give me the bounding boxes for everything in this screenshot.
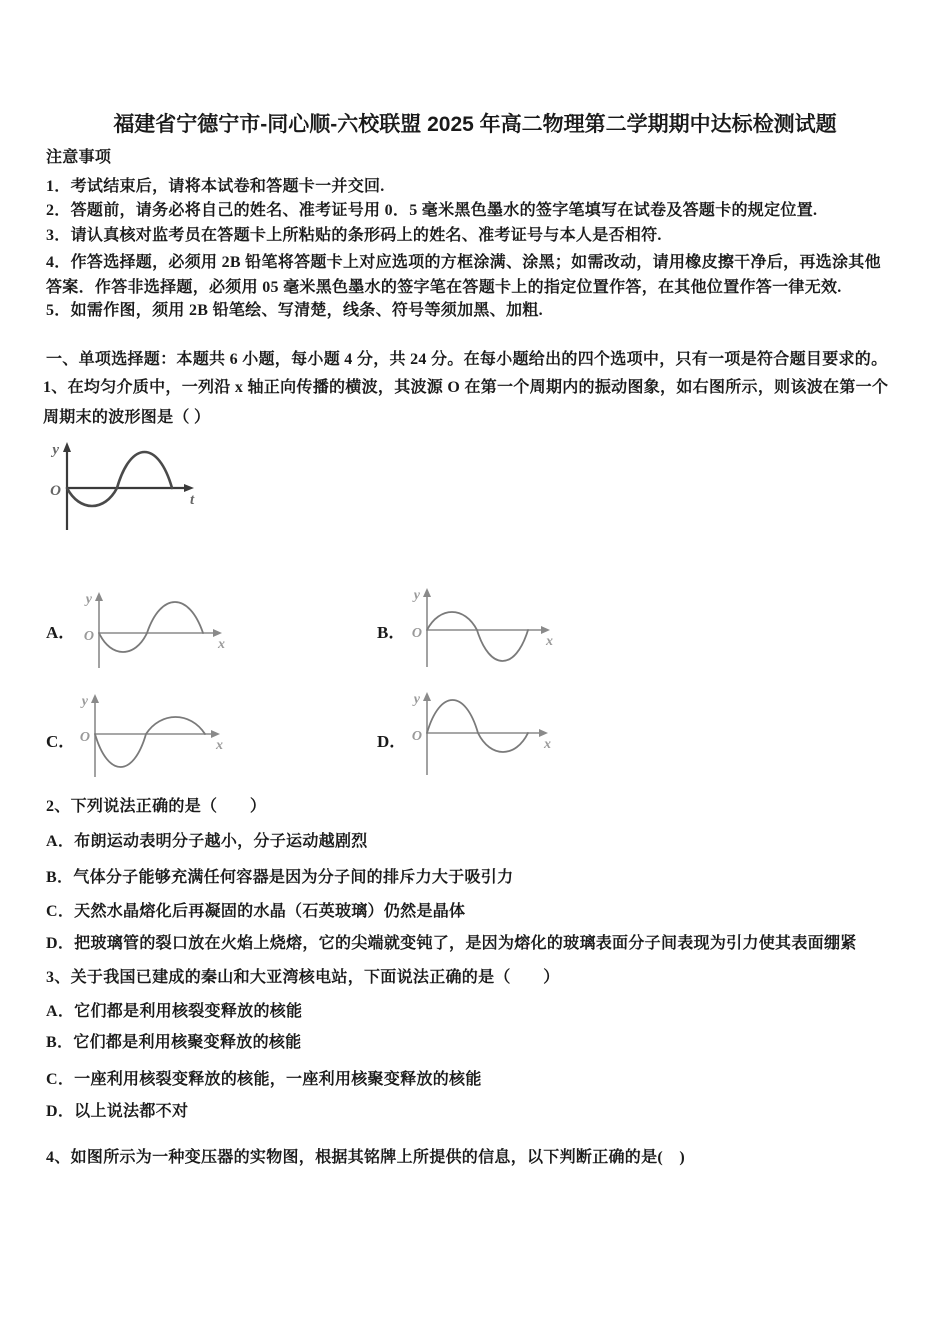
q1-option-d-figure (408, 688, 558, 780)
wave-curve (427, 612, 528, 661)
origin-label: O (50, 483, 61, 499)
x-axis-label: x (218, 637, 225, 652)
notice-item-2: 2．答题前，请务必将自己的姓名、准考证号用 0．5 毫米黑色墨水的签字笔填写在试卷及答题卡的规定位置. (46, 202, 818, 219)
q1-source-figure (40, 440, 200, 535)
wave-curve (99, 602, 203, 652)
notice-item-1: 1．考试结束后，请将本试卷和答题卡一并交回. (46, 178, 385, 195)
y-axis-label: y (52, 442, 59, 458)
q2-option-b: B．气体分子能够充满任何容器是因为分子间的排斥力大于吸引力 (46, 869, 514, 886)
x-axis-arrow-icon (541, 626, 550, 634)
x-axis-arrow-icon (213, 629, 222, 637)
wave-curve (67, 452, 172, 506)
q1-stem-line2: 周期末的波形图是（ ） (43, 409, 211, 426)
notice-item-3: 3．请认真核对监考员在答题卡上所粘贴的条形码上的姓名、准考证号与本人是否相符. (46, 227, 662, 244)
origin-label: O (411, 626, 422, 641)
x-axis-arrow-icon (211, 730, 220, 738)
y-axis-label: y (413, 588, 420, 603)
q1-option-a-figure (80, 588, 230, 673)
q2-option-c: C．天然水晶熔化后再凝固的水晶（石英玻璃）仍然是晶体 (46, 903, 466, 920)
q1-option-c-letter: C． (46, 732, 76, 751)
notice-heading: 注意事项 (46, 149, 112, 166)
q3-option-d: D．以上说法都不对 (46, 1103, 189, 1120)
q3-stem: 3、关于我国已建成的秦山和大亚湾核电站，下面说法正确的是（ ） (46, 969, 560, 986)
q2-stem: 2、下列说法正确的是（ ） (46, 798, 267, 815)
q4-stem: 4、如图所示为一种变压器的实物图，根据其铭牌上所提供的信息，以下判断正确的是( ) (46, 1149, 685, 1166)
q1-option-a-letter: A． (46, 623, 76, 642)
y-axis-label: y (81, 694, 88, 709)
notice-item-4-line1: 4．作答选择题，必须用 2B 铅笔将答题卡上对应选项的方框涂满、涂黑；如需改动，请用橡皮擦干净后，再选涂其他 (46, 254, 881, 271)
x-axis-label: x (546, 634, 553, 649)
q3-option-b: B．它们都是利用核聚变释放的核能 (46, 1034, 302, 1051)
q1-option-b-figure (408, 585, 558, 670)
y-axis-arrow-icon (423, 588, 431, 597)
y-axis-arrow-icon (91, 694, 99, 703)
section1-heading: 一、单项选择题：本题共 6 小题，每小题 4 分，共 24 分。在每小题给出的四个选项中，只有一项是符合题目要求的。 (46, 351, 888, 368)
wave-curve (427, 700, 528, 752)
x-axis-arrow-icon (539, 729, 548, 737)
origin-label: O (411, 729, 422, 744)
y-axis-arrow-icon (423, 692, 431, 701)
q2-option-d: D．把玻璃管的裂口放在火焰上烧熔，它的尖端就变钝了，是因为熔化的玻璃表面分子间表现为引力使其表面绷紧 (46, 935, 857, 952)
q2-option-a: A．布朗运动表明分子越小，分子运动越剧烈 (46, 833, 368, 850)
q3-option-a: A．它们都是利用核裂变释放的核能 (46, 1003, 303, 1020)
q1-option-b-letter: B． (377, 623, 406, 642)
y-axis-label: y (85, 592, 92, 607)
q1-stem-line1: 1、在均匀介质中，一列沿 x 轴正向传播的横波，其波源 O 在第一个周期内的振动图象，如右图所示，则该波在第一个 (43, 379, 889, 396)
t-axis-arrow-icon (184, 484, 194, 492)
notice-item-4-line2: 答案．作答非选择题，必须用 05 毫米黑色墨水的签字笔在答题卡上的指定位置作答，在其他位置作答一律无效. (46, 279, 842, 296)
q3-option-c: C．一座利用核裂变释放的核能，一座利用核聚变释放的核能 (46, 1071, 482, 1088)
q1-option-d-letter: D． (377, 732, 407, 751)
notice-item-5: 5．如需作图，须用 2B 铅笔绘、写清楚，线条、符号等须加黑、加粗. (46, 302, 543, 319)
page-title: 福建省宁德宁市-同心顺-六校联盟 2025 年高二物理第二学期期中达标检测试题 (113, 113, 837, 136)
x-axis-label: x (544, 737, 551, 752)
origin-label: O (79, 730, 90, 745)
t-axis-label: t (190, 492, 195, 508)
y-axis-arrow-icon (95, 592, 103, 601)
y-axis-arrow-icon (63, 442, 71, 452)
q1-option-c-figure (76, 690, 226, 782)
x-axis-label: x (216, 738, 223, 753)
y-axis-label: y (413, 692, 420, 707)
origin-label: O (83, 629, 94, 644)
wave-curve (95, 717, 205, 767)
